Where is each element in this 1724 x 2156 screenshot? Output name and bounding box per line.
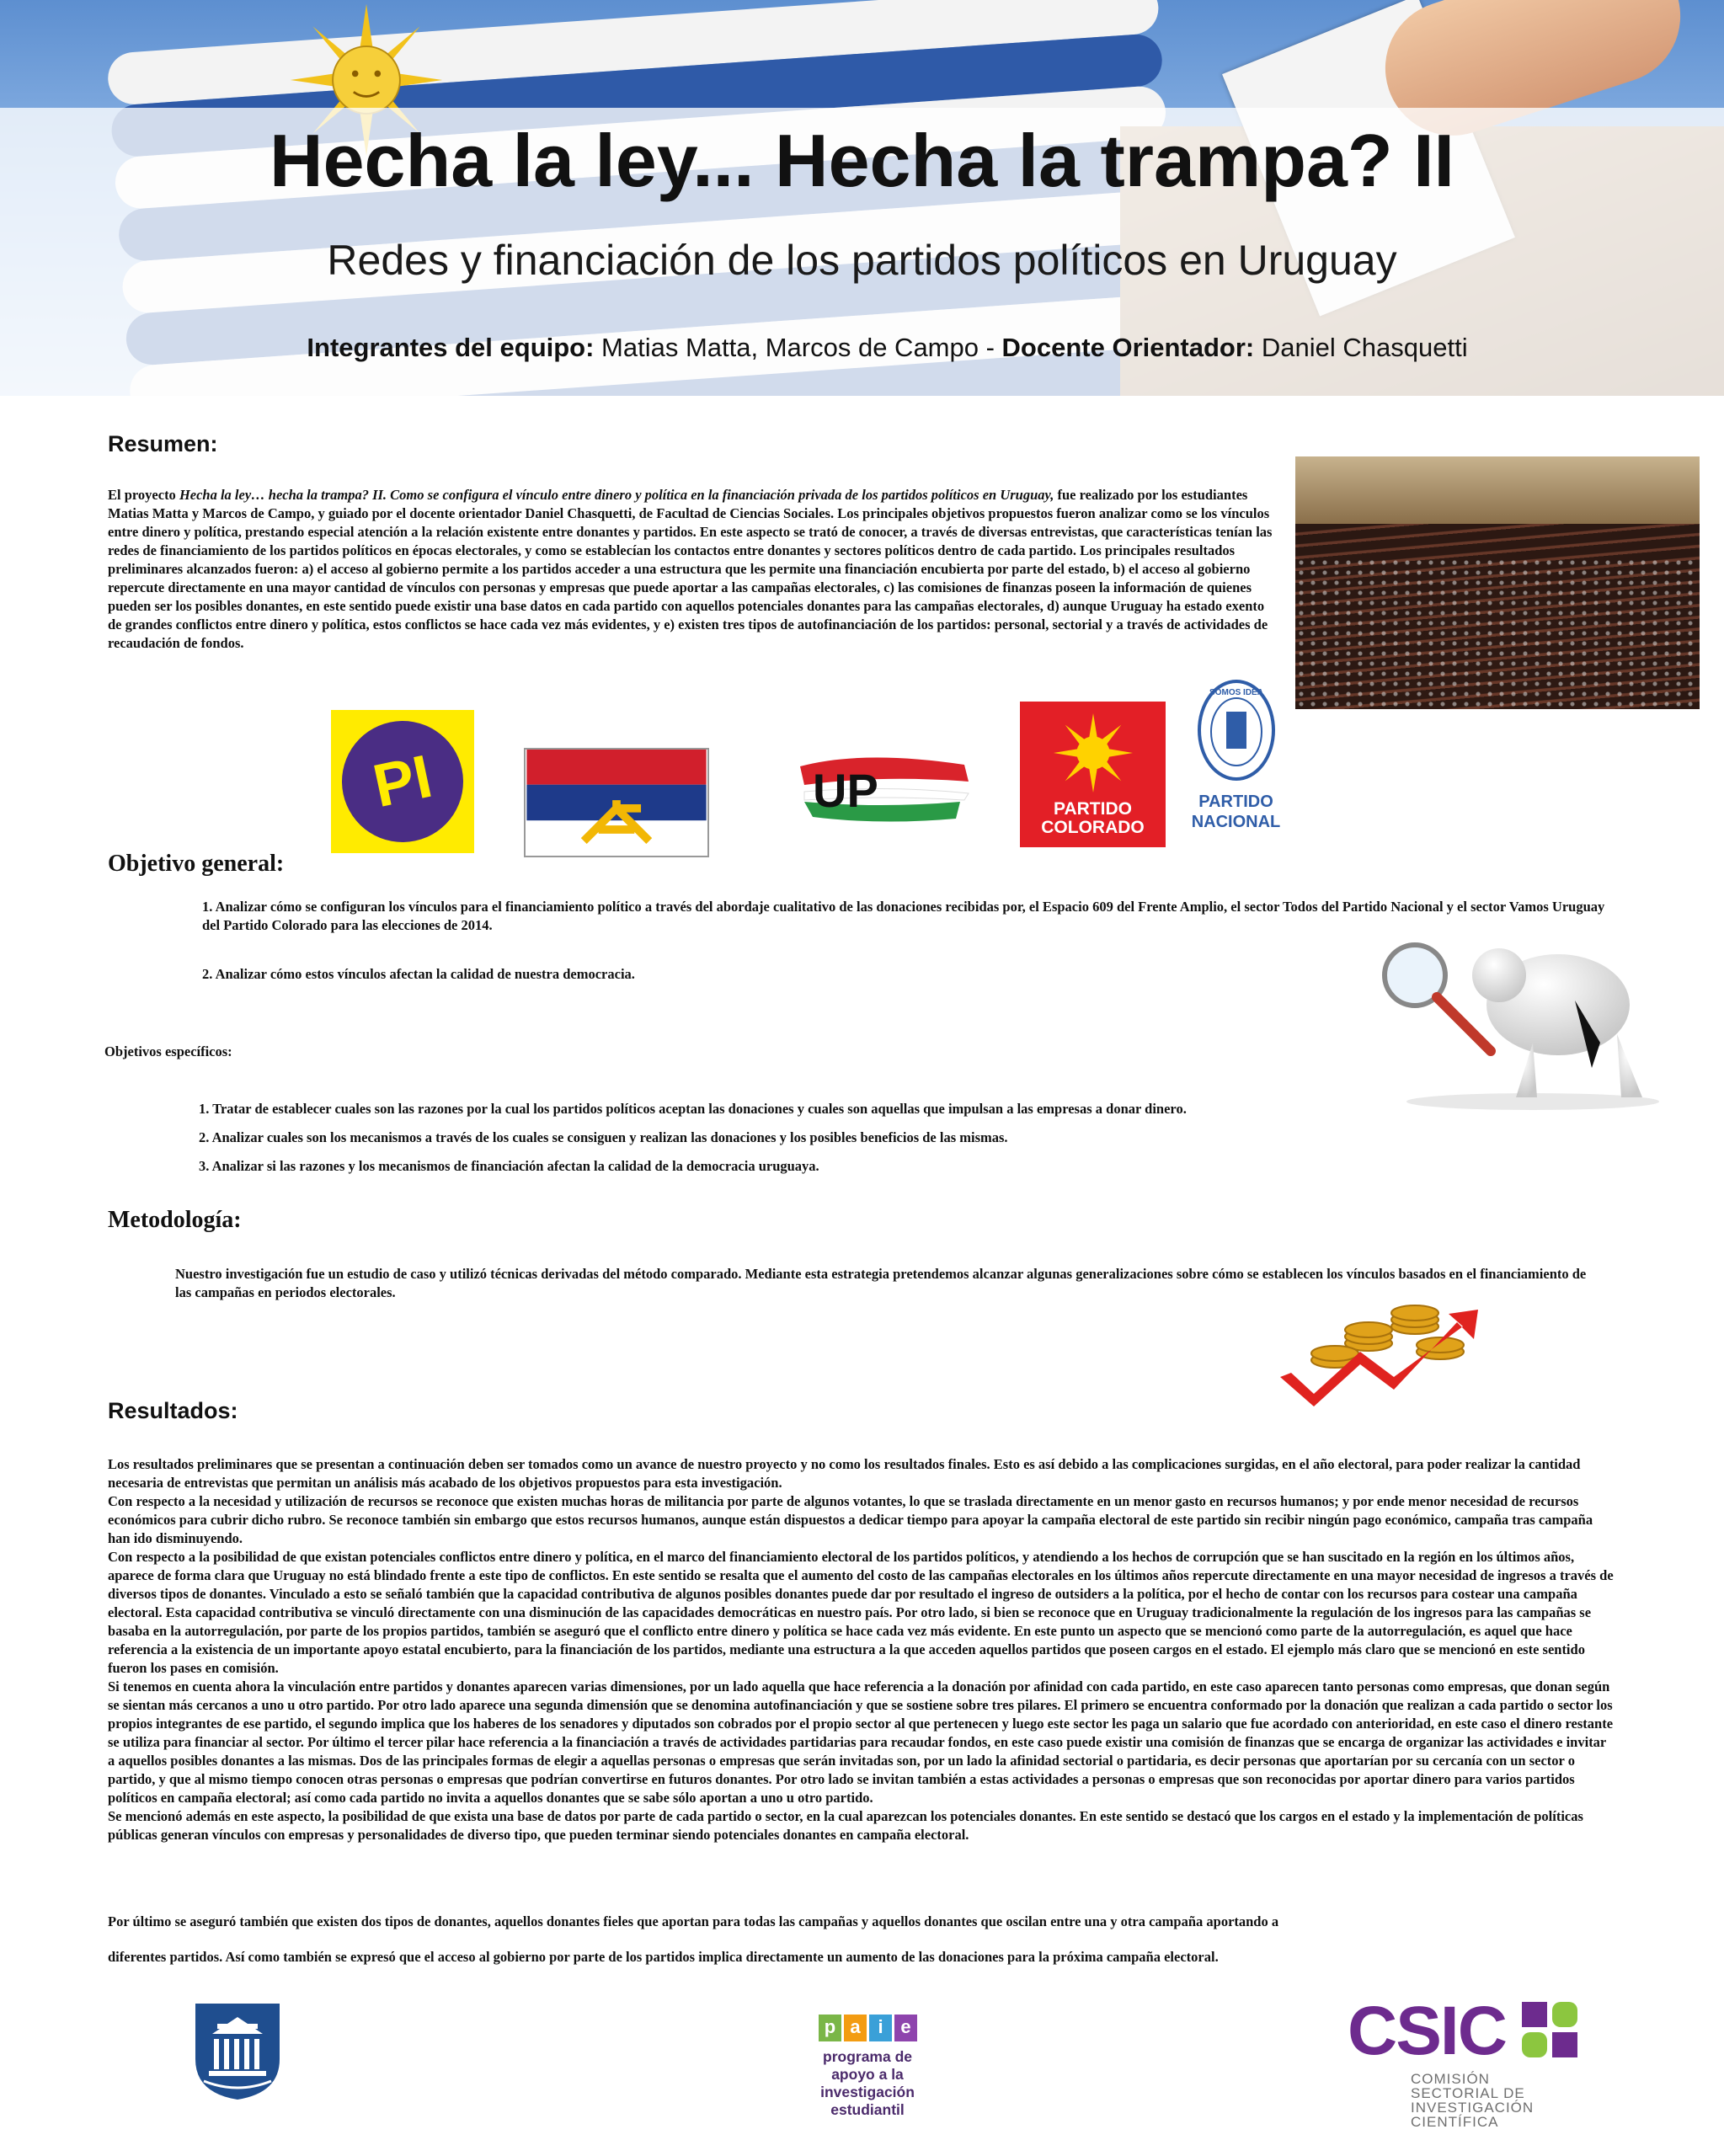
paie-logo [817, 2015, 926, 2141]
objetivo-general-item: 2. Analizar cómo estos vínculos afectan la calidad de nuestra democracia. [202, 966, 635, 982]
udelar-logo [192, 2000, 283, 2101]
advisor-label: Docente Orientador: [1001, 333, 1255, 362]
objetivo-general-heading: Objetivo general: [108, 851, 285, 877]
partido-colorado-logo [1020, 702, 1166, 847]
paie-letter: p [819, 2015, 841, 2041]
nacional-seal-icon [1196, 678, 1277, 782]
paie-letter: a [844, 2015, 867, 2041]
up-logo-text: UP [813, 764, 878, 817]
metodologia-text: Nuestro investigación fue un estudio de caso y utilizó técnicas derivadas del método comparado. Mediante esta estrategia pretendemos alcanzar algunas generalizaciones sobre cómo se establecen los vínculos basados en el financiamiento de las campañas en periodos electorales. [175, 1266, 1587, 1300]
resultados-paragraph: Con respecto a la posibilidad de que existan potenciales conflictos entre dinero y política, en el marco del financiamiento electoral de los partidos políticos, y atendiendo a los hechos de corrupción que se han suscitado en la región en los últimos años, aparece de forma clara que Uruguay no está blindado frente a este tipo de conflictos. En este sentido se resalta que el aumento del costo de las campañas electorales en los últimos años repercute directamente en una mayor necesidad de ingresos a través de diversos tipos de donantes. Vinculado a esto se señaló también que la capacidad contributiva de algunos posibles donantes puede dar por resultado el ingreso de outsiders a la política, por el hecho de contar con los recursos para costear una campaña electoral. Esta capacidad contributiva se vinculó directamente con una disminución de las capacidades democráticas en nuestro país. Por otro lado, si bien se reconoce que en Uruguay tradicionalmente la regulación de los ingresos para las campañas se basaba en la autorregulación, por parte de los propios partidos, también se aseguró que el conflicto entre dinero y política se hace cada vez más evidente. En este punto un aspecto que se mencionó como parte de la autorregulación, es aquel que hace referencia a la existencia de un importante apoyo estatal encubierto, para la financiación de los partidos, mediante una estructura a la que acceden aquellos partidos que poseen cargos en el estado. El ejemplo más claro que se mencionó en este sentido fueron los pases en comisión. [108, 1549, 1614, 1676]
csic-subtitle-line: SECTORIAL DE [1411, 2085, 1525, 2101]
objetivo-especifico-item: 1. Tratar de establecer cuales son las razones por la cual los partidos políticos aceptan las donaciones y cuales son aquellas que impulsan a las empresas a donar dinero. [199, 1101, 1187, 1117]
partido-independiente-logo [331, 710, 474, 853]
paie-letter: i [869, 2015, 892, 2041]
resultados-paragraph: Si tenemos en cuenta ahora la vinculación entre partidos y donantes aparecen varias dimensiones, por un lado aquella que hace referencia a la donación por afinidad con cada partido, en este caso aparecen tanto personas como empresas, que donan según se sientan más cercanos a uno u otro partido. Por otro lado aparece una segunda dimensión que se denomina autofinanciación y que se sostiene sobre tres pilares. El primero se encuentra conformado por la donación que realizan a cada partido o sector los propios integrantes de ese partido, el segundo implica que los haberes de los senadores y diputados son cobrados por el propio sector al que pertenecen y luego este sector les paga un salario que fue acordado con anterioridad, en este caso el dinero restante se utiliza para financiar al sector. Por último el tercer pilar hace referencia a la financiación a través de actividades partidarias para recaudar fondos, en este caso puede existir una comisión de finanzas que se encarga de organizar las actividades e invitar a aquellos posibles donantes a las mismas. Dos de las principales formas de elegir a aquellas personas o empresas que serán invitadas son, por un lado la afinidad sectorial o partidaria, es decir personas que aportarían por su cercanía con un sector o partido, y que al mismo tiempo conocen otras personas o empresas que podrían convertirse en futuros donantes. Por otro lado se invitan también a estas actividades a personas o empresas que son reconocidas por aportar dinero para varios partidos políticos en campaña electoral; así como cada partido no invita a aquellos donantes que se sabe sólo aportan a uno u otro partido. [108, 1678, 1614, 1806]
csic-subtitle-line: INVESTIGACIÓN [1411, 2100, 1535, 2116]
paie-text: programa de apoyo a la investigación estudiantil [820, 2048, 915, 2118]
objetivo-especifico-item: 2. Analizar cuales son los mecanismos a través de los cuales se consiguen y realizan las donaciones y los posibles beneficios de las mismas. [199, 1129, 1008, 1145]
header-banner [0, 0, 1724, 396]
resultados-paragraph: Se mencionó además en este aspecto, la posibilidad de que exista una base de datos por parte de cada partido o sector, en la cual aparezcan los potenciales donantes. En este sentido se destacó que los cargos en el estado y la implementación de políticas públicas generan vínculos con empresas y personalidades de diverso tipo, que pueden terminar siendo potenciales donantes en campaña electoral. [108, 1808, 1583, 1843]
csic-squares-icon [1522, 2002, 1577, 2057]
objetivo-especifico-item: 3. Analizar si las razones y los mecanismos de financiación afectan la calidad de la democracia uruguaya. [199, 1158, 819, 1174]
resultados-closing-2: diferentes partidos. Así como también se expresó que el acceso al gobierno por parte de los partidos implica directamente un aumento de las donaciones para la próxima campaña electoral. [108, 1949, 1219, 1965]
objetivos-especificos-heading: Objetivos específicos: [104, 1043, 232, 1059]
nacional-logo-text: PARTIDO NACIONAL [1191, 792, 1281, 831]
coins-arrow-image [1268, 1293, 1495, 1436]
resultados-heading: Resultados: [108, 1398, 238, 1423]
metodologia-heading: Metodología: [108, 1207, 242, 1233]
partido-nacional-logo [1179, 678, 1293, 838]
colorado-sun-icon [1052, 712, 1134, 794]
resultados-body [108, 1455, 1615, 1844]
csic-subtitle-line: CIENTÍFICA [1411, 2114, 1499, 2130]
resumen-body: fue realizado por los estudiantes Matias Matta y Marcos de Campo, y guiado por el docente orientador Daniel Chasquetti, de Facultad de Ciencias Sociales. Los principales objetivos propuestos fueron analizar como se los vínculos entre dinero y política, prestando especial atención a la relación existente entre donantes y partidos. En este aspecto se trató de conocer, a través de diversas entrevistas, que características tenían las redes de financiamiento de los partidos políticos en épocas electorales, y como se establecían los contactos entre donantes y sectores políticos dentro de cada partido. Los principales resultados preliminares alcanzados fueron: a) el acceso al gobierno permite a los partidos acceder a una estructura que les permite una financiación encubierta por parte del estado, b) el acceso al gobierno repercute directamente en una mayor cantidad de vínculos con personas y empresas que puede aportar a las campañas electorales, c) las comisiones de finanzas poseen la información de quienes pueden ser los posibles donantes, en este sentido puede existir una base datos en cada partido con aquellos potenciales donantes para las campañas electorales, d) aunque Uruguay ha estado exento de grandes conflictos entre dinero y política, estos conflictos se hace cada vez más evidentes, y e) existen tres tipos de autofinanciación de los partidos: personal, sectorial y a través de actividades de recaudación de fondos. [108, 487, 1273, 651]
paie-letter: e [894, 2015, 917, 2041]
frente-amplio-logo [524, 748, 709, 857]
csic-subtitle [1411, 2072, 1534, 2129]
colorado-logo-text: PARTIDO COLORADO [1041, 799, 1145, 837]
team-members: Matias Matta, Marcos de Campo - [594, 333, 1002, 362]
resultados-closing-1: Por último se aseguró también que existen dos tipos de donantes, aquellos donantes fieles que aportan para todas las campañas y aquellos donantes que oscilan entre una y otra campaña aportando a [108, 1913, 1279, 1929]
resumen-prefix: El proyecto [108, 487, 179, 503]
csic-wordmark: CSIC [1348, 1993, 1506, 2069]
parliament-photo [1295, 456, 1700, 709]
team-line [0, 333, 1724, 363]
objetivo-general-item: 1. Analizar cómo se configuran los vínculos para el financiamiento político a través del abordaje cualitativo de las donaciones recibidas por, el Espacio 609 del Frente Amplio, el sector Todos del Partido Nacional y el sector Vamos Uruguay del Partido Colorado para las elecciones de 2014. [202, 899, 1605, 933]
magnifier-figure-image [1364, 942, 1676, 1110]
advisor-name: Daniel Chasquetti [1254, 333, 1468, 362]
resumen-italic: Hecha la ley… hecha la trampa? II. Como se configura el vínculo entre dinero y política en la financiación privada de los partidos políticos en Uruguay, [179, 487, 1054, 503]
csic-subtitle-line: COMISIÓN [1411, 2071, 1490, 2087]
resumen-heading: Resumen: [108, 431, 218, 456]
poster-title: Hecha la ley... Hecha la trampa? II [270, 119, 1454, 202]
pi-logo-text: PI [331, 710, 475, 854]
unidad-popular-logo [796, 741, 973, 834]
resultados-paragraph: Los resultados preliminares que se presentan a continuación deben ser tomados como un avance de nuestro proyecto y no como los resultados finales. Esto es así debido a las complicaciones surgidas, en el año electoral, para poder realizar la cantidad necesaria de entrevistas que permitan un análisis más acabado de los objetivos propuestos para esta investigación. [108, 1456, 1581, 1491]
team-label: Integrantes del equipo: [307, 333, 595, 362]
resultados-paragraph: Con respecto a la necesidad y utilización de recursos se reconoce que existen muchas horas de militancia por parte de algunos votantes, lo que se traslada directamente en un menor gasto en recursos humanos; y por ende menor necesidad de recursos económicos para cubrir dicho rubro. Se reconoce también sin embargo que estos recursos humanos, aunque están dispuestos a dedicar tiempo para apoyar la campaña electoral de este partido sin recibir ningún pago económico, campaña tras campaña han ido disminuyendo. [108, 1493, 1593, 1546]
csic-logo [1348, 1992, 1583, 2143]
nacional-seal-text: SOMOS IDEA [1209, 688, 1263, 697]
resumen-text [108, 486, 1280, 653]
poster-subtitle: Redes y financiación de los partidos políticos en Uruguay [327, 237, 1397, 284]
